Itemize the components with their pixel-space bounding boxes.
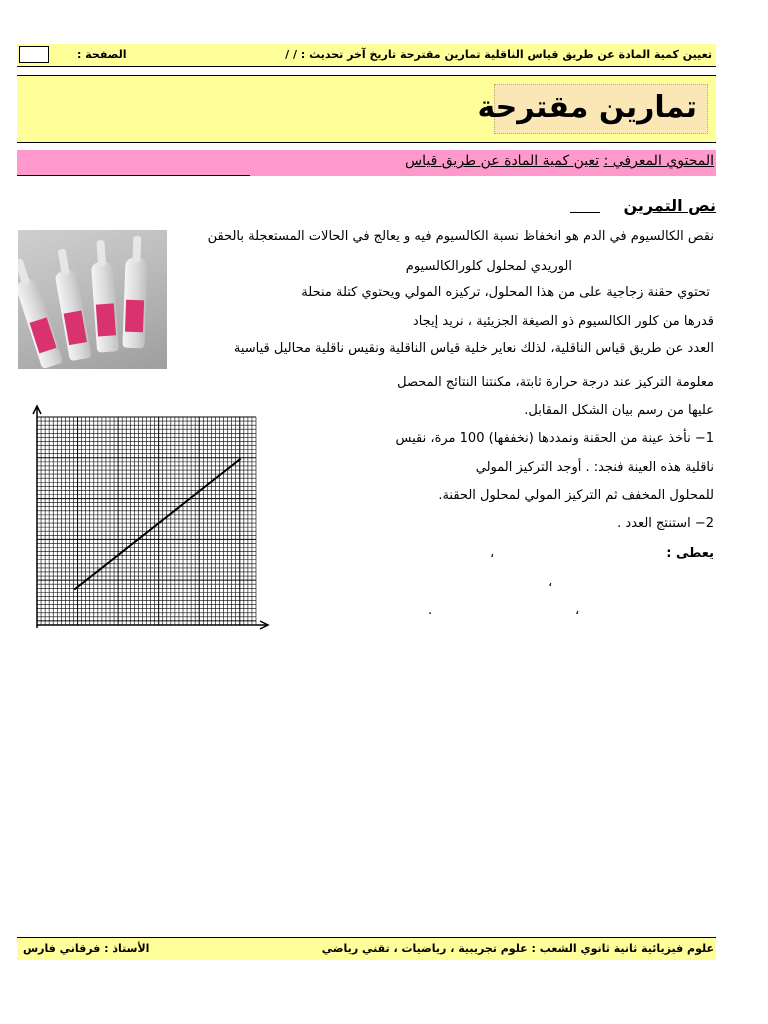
header-bar xyxy=(17,44,716,67)
page-number-box xyxy=(19,46,49,63)
exercise-line: 1− نأخذ عينة من الحقنة ونمددها (نخففها) 100 مرة، نقيس xyxy=(395,431,714,446)
exercise-heading: نص التمرين xyxy=(623,196,716,215)
exercise-heading-underline xyxy=(570,212,600,213)
content-underline xyxy=(17,175,250,176)
content-line xyxy=(405,153,714,169)
footer-teacher: الأستاذ : فرقاني فارس xyxy=(23,942,150,955)
exercise-line: العدد عن طريق قياس الناقلية، لذلك نعاير خلية قياس الناقلية ونقيس ناقلية محاليل قياسية xyxy=(233,341,714,356)
given-separator: ، xyxy=(575,603,580,618)
graph-grid xyxy=(37,417,256,625)
ampoule xyxy=(54,269,91,361)
exercise-line: نقص الكالسيوم في الدم هو انخفاظ نسبة الكالسيوم فيه و يعالج في الحالات المستعجلة بالحقن xyxy=(207,229,714,244)
exercise-line: عليها من رسم بيان الشكل المقابل. xyxy=(524,403,714,418)
given-separator: . xyxy=(428,603,433,618)
ampoules-photo xyxy=(18,230,167,369)
exercise-line: 2− استنتج العدد . xyxy=(617,516,714,531)
content-band xyxy=(17,150,716,176)
given-separator: ، xyxy=(490,546,495,561)
title-box xyxy=(477,84,708,134)
exercise-line: معلومة التركيز عند درجة حرارة ثابتة، مكنتنا النتائج المحصل xyxy=(397,375,714,390)
exercise-line: الوريدي لمحلول كلورالكالسيوم xyxy=(405,259,572,274)
page-title: تمارين مقترحة xyxy=(477,90,697,125)
exercise-line: تحتوي حقنة زجاجية على من هذا المحلول، تركيزه المولي ويحتوي كتلة منحلة xyxy=(301,285,710,300)
given-separator: ، xyxy=(548,575,553,590)
header-title: تعيين كمية المادة عن طريق قياس الناقلية تمارين مقترحة تاريخ آخر تحديث : / / xyxy=(285,48,712,61)
ampoule xyxy=(91,261,119,352)
title-band xyxy=(17,75,716,143)
exercise-line: ناقلية هذه العينة فنجد: . أوجد التركيز المولي xyxy=(475,460,714,475)
footer-subject: علوم فيزيائية ثانية ثانوي الشعب : علوم تجريبية ، رياضيات ، تقني رياضي xyxy=(321,942,714,955)
footer-bar xyxy=(17,937,716,960)
content-value: تعين كمية المادة عن طريق قياس xyxy=(405,153,600,169)
ampoule xyxy=(122,258,147,349)
content-label: المحتوي المعرفي : xyxy=(603,153,714,169)
exercise-line: قدرها من كلور الكالسيوم ذو الصيغة الجزيئية ، نريد إيجاد xyxy=(412,314,714,329)
calibration-graph xyxy=(30,400,275,635)
page-number-label: الصفحة : xyxy=(77,48,127,61)
given-label: يعطى : xyxy=(666,546,714,561)
exercise-line: للمحلول المخفف ثم التركيز المولي لمحلول الحقنة. xyxy=(438,488,714,503)
